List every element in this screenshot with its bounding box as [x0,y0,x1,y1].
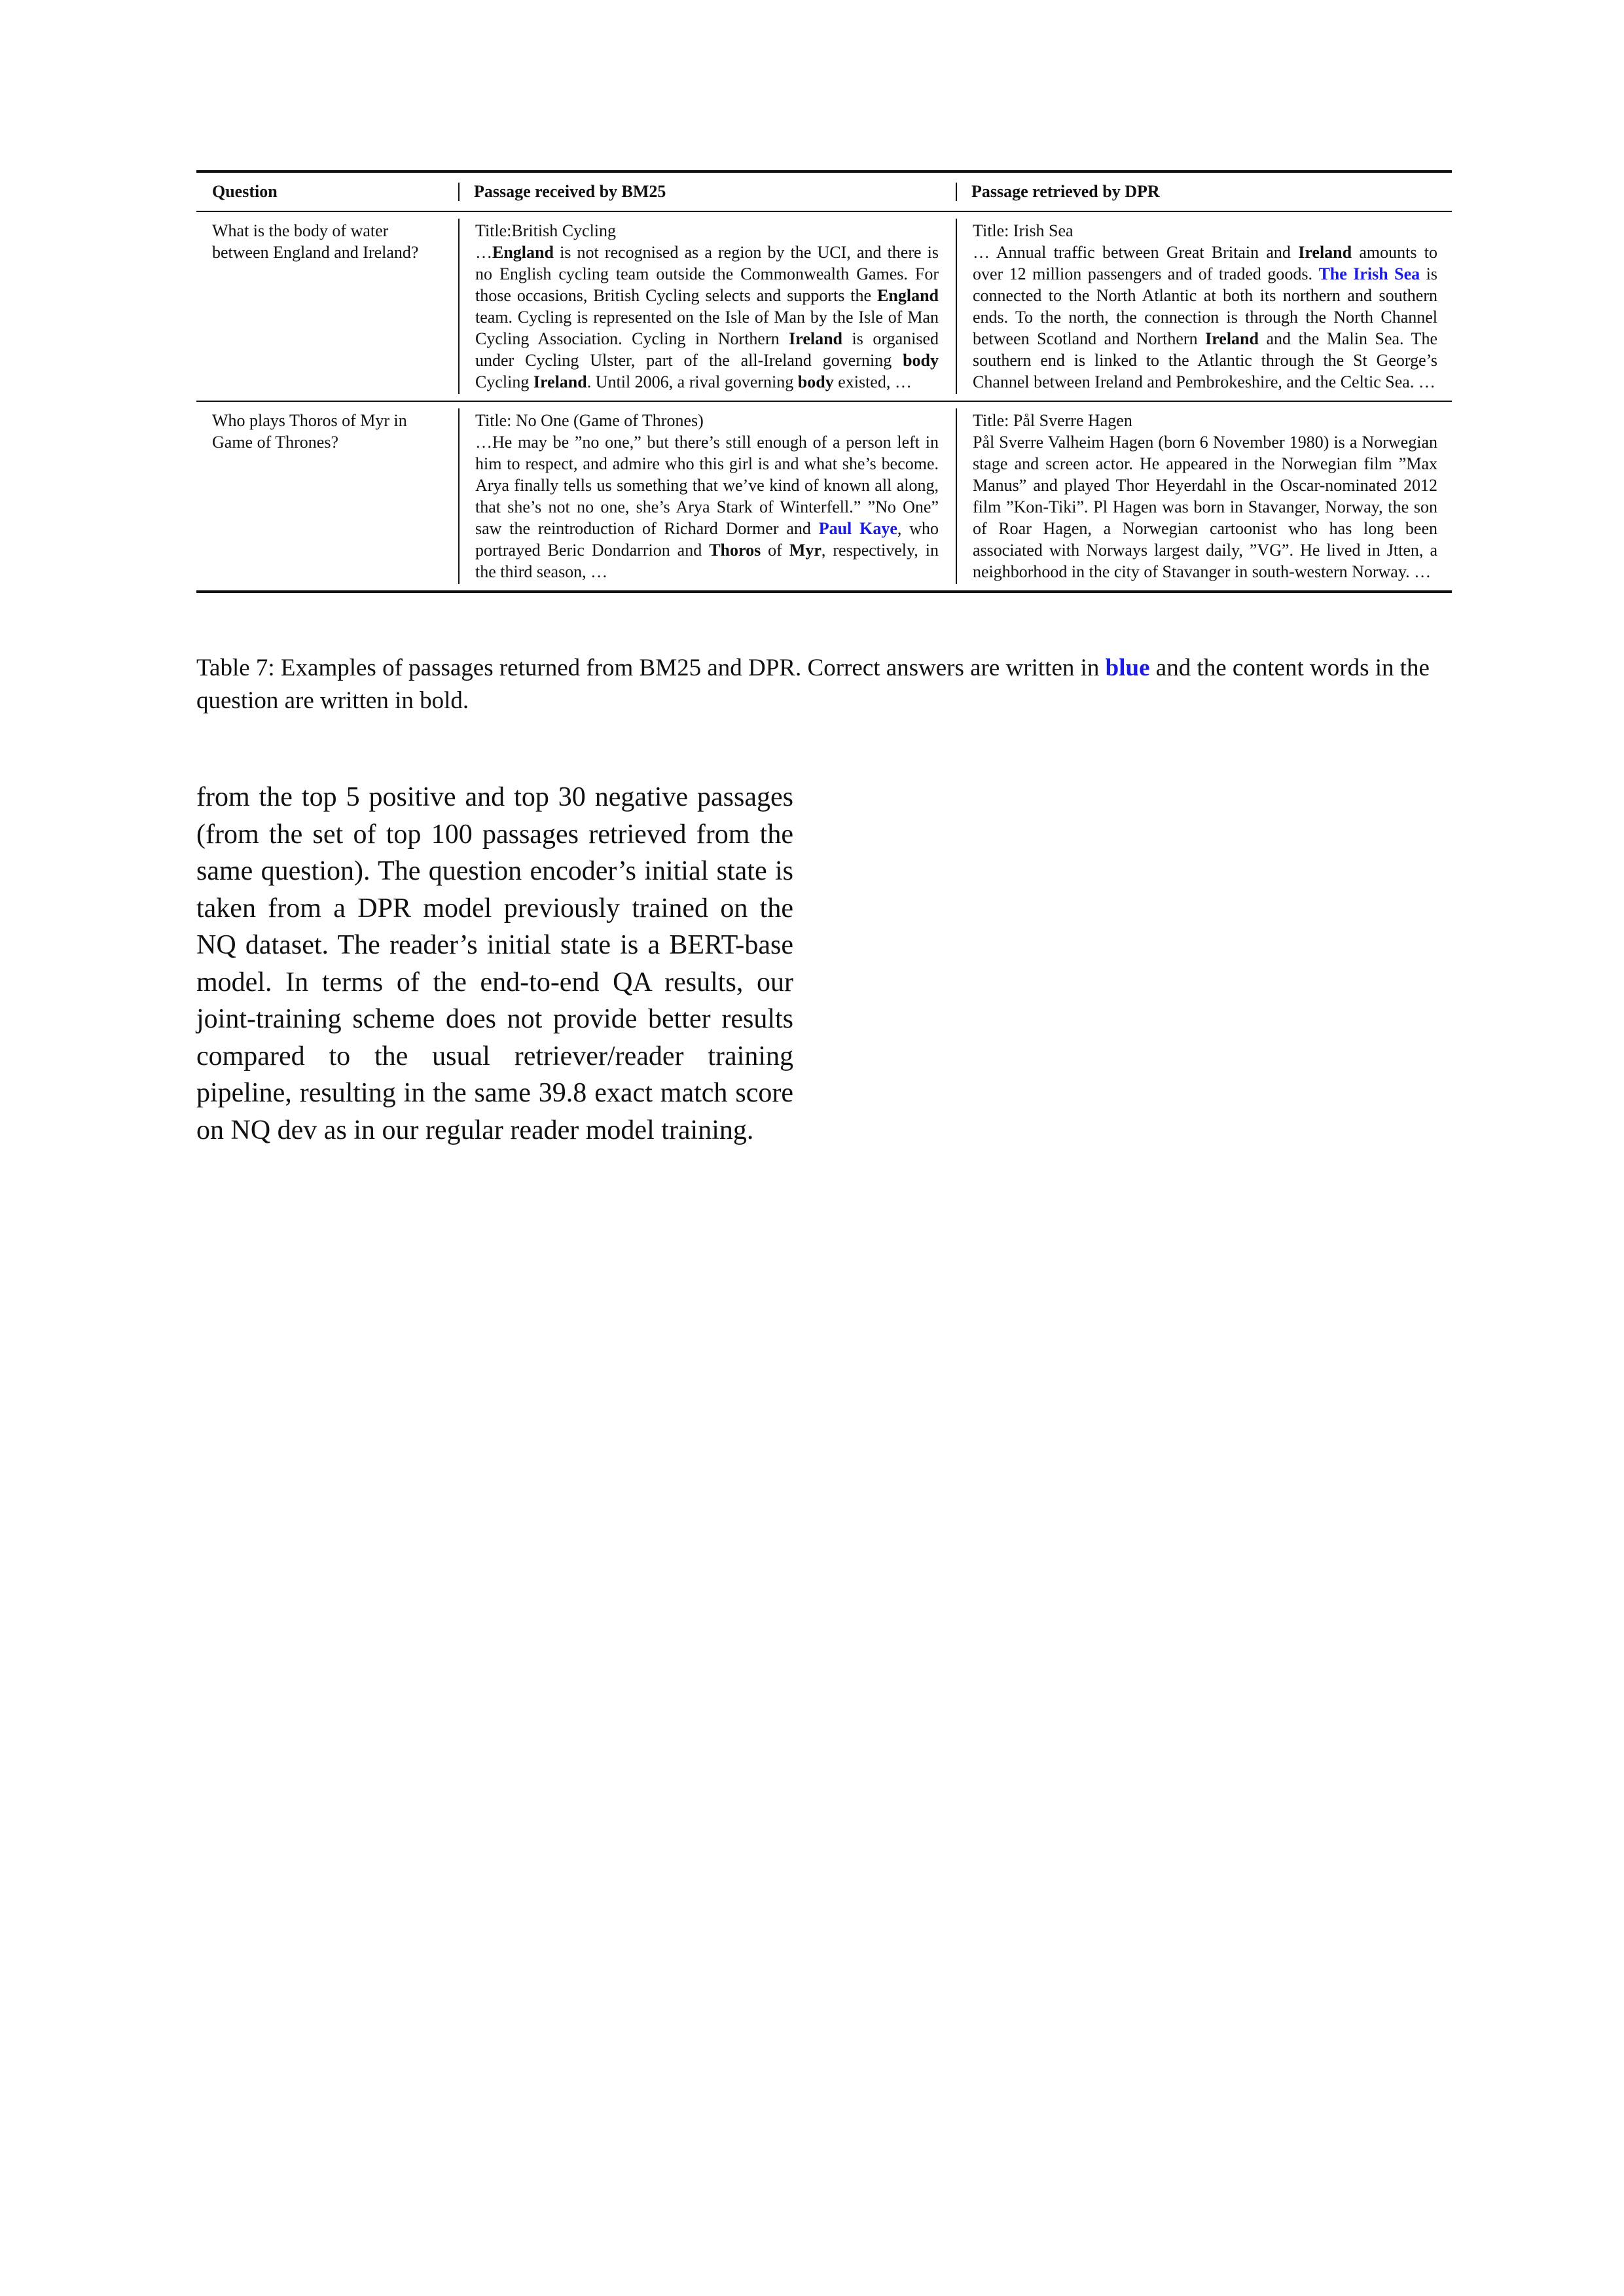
passage-text [475,242,939,393]
passage-title: Title:British Cycling [475,221,617,240]
passage-title: Title: Pål Sverre Hagen [973,411,1132,430]
caption-blue-word: blue [1105,655,1150,681]
question-term: England [877,286,939,305]
question-term: body [797,372,834,391]
question-term: Ireland [1298,243,1352,262]
correct-answer: Paul Kaye [818,519,897,538]
passage-segment: . Until 2006, a rival governing [586,372,798,391]
question-cell: What is the body of water between England and Ireland? [212,221,419,262]
passage-text [475,431,939,583]
passage-segment: …He may be ”no one,” but there’s still enough of a person left in him to respect, and admire who this girl is and what she’s become. Arya finally tells us something that we’ve kind of known all along, that she’s not no one, she’s Arya Stark of Winterfell.” ”No One” saw the reintroduction of Richard Dormer and [475,433,939,538]
table-row [196,402,1452,590]
question-term: Ireland [1205,329,1259,348]
table-bottom-rule [196,590,1452,593]
bm25-cell [458,219,956,394]
header-question: Question [212,182,278,201]
passage-segment: is not recognised as a region by the UCI, and there is no English cycling team outside the Commonwealth Games. For those occasions, British Cycling selects and supports the [475,243,939,305]
passage-segment: , respectively, in the third season, … [475,541,939,581]
question-term: Myr [789,541,821,560]
passage-title: Title: No One (Game of Thrones) [475,411,704,430]
caption-text-end: and the content words in the question are written in bold. [196,655,1430,714]
passage-segment: , who portrayed Beric Dondarrion and [475,519,939,560]
dpr-cell [956,408,1452,584]
passage-title: Title: Irish Sea [973,221,1074,240]
header-dpr: Passage retrieved by DPR [956,173,1452,211]
body-paragraph: from the top 5 positive and top 30 negative passages (from the set of top 100 passages retrieved from the same question). The question encoder’s initial state is taken from a DPR model previously trained on the NQ dataset. The reader’s initial state is a BERT-base model. In terms of the end-to-end QA results, our joint-training scheme does not provide better results compared to the usual retriever/reader training pipeline, resulting in the same 39.8 exact match score on NQ dev as in our regular reader model training. [196,782,793,1145]
passage-segment: existed, … [833,372,912,391]
passage-segment: team. Cycling is represented on the Isle of Man by the Isle of Man Cycling Association. Cycling in Northern [475,308,939,348]
passage-segment: Pål Sverre Valheim Hagen (born 6 November 1980) is a Norwegian stage and screen actor. He appeared in the Norwegian film ”Max Manus” and played Thor Heyerdahl in the Oscar-nominated 2012 film ”Kon-Tiki”. Pl Hagen was born in Stavanger, Norway, the son of Roar Hagen, a Norwegian cartoonist who has long been associated with Norways largest daily, ”VG”. He lived in Jtten, a neighborhood in the city of Stavanger in south-western Norway. … [973,433,1437,581]
passage-segment: … [475,243,492,262]
question-term: Thoros [709,541,761,560]
table-header-row [196,173,1452,211]
question-term: Ireland [789,329,843,348]
passage-text [973,431,1437,583]
passage-segment: … Annual traffic between Great Britain and [973,243,1299,262]
correct-answer: The Irish Sea [1318,264,1420,283]
question-cell: Who plays Thoros of Myr in Game of Thrones? [212,411,407,452]
passage-segment: of [761,541,789,560]
results-table [196,170,1452,593]
passage-segment: and the Malin Sea. The southern end is linked to the Atlantic through the St George’s Channel between Ireland and Pembrokeshire, and the Celtic Sea. … [973,329,1437,391]
passage-segment: amounts to over 12 million passengers and of traded goods. [973,243,1437,283]
question-term: body [903,351,939,370]
passage-segment: is organised under Cycling Ulster, part of the all-Ireland governing [475,329,939,370]
dpr-cell [956,219,1452,394]
passage-segment: is connected to the North Atlantic at both its northern and southern ends. To the north, the connection is through the North Channel between Scotland and Northern [973,264,1437,348]
passage-segment: Cycling [475,372,533,391]
question-term: Ireland [533,372,587,391]
bm25-cell [458,408,956,584]
header-bm25: Passage received by BM25 [458,173,956,211]
question-term: England [492,243,554,262]
caption-text: Table 7: Examples of passages returned from BM25 and DPR. Correct answers are written in [196,655,1106,681]
table-row [196,212,1452,401]
table-caption [196,652,1452,717]
passage-text [973,242,1437,393]
